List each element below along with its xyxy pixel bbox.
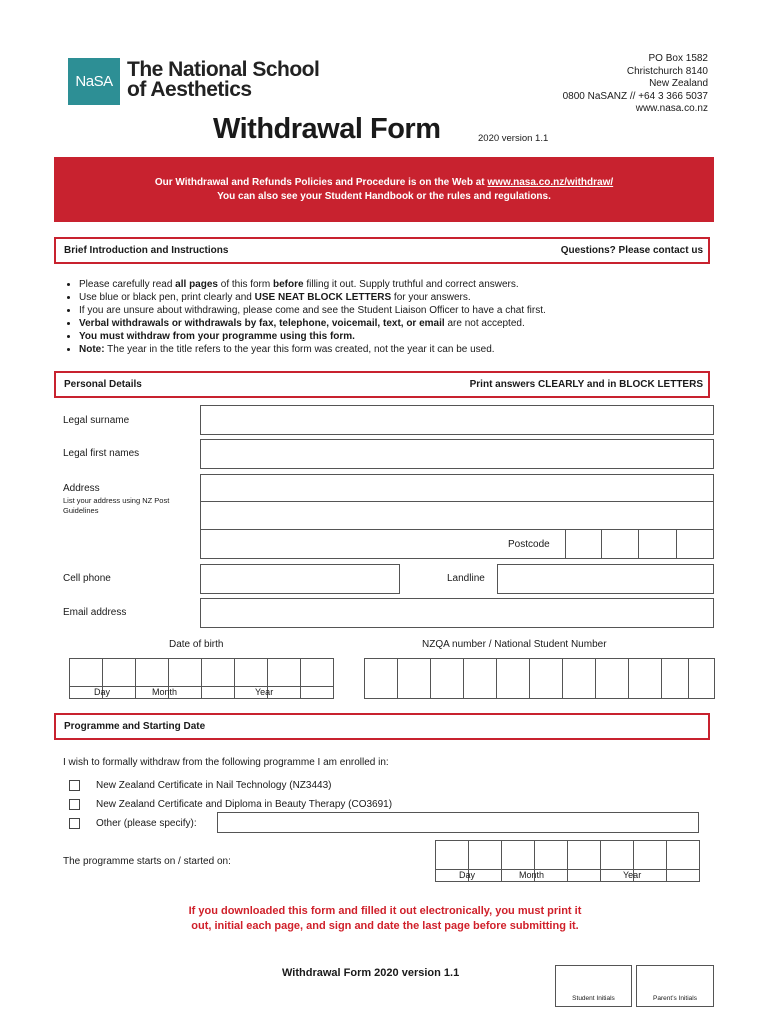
postcode-cell[interactable]	[638, 529, 677, 559]
list-item: • If you are unsure about withdrawing, please come and see the Student Liaison Officer to have a chat first.	[79, 304, 739, 317]
beauty-therapy-checkbox[interactable]	[69, 799, 80, 810]
email-label: Email address	[63, 607, 127, 618]
landline-input[interactable]	[497, 564, 714, 594]
start-month-label: Month	[519, 870, 545, 880]
intro-section-header: Brief Introduction and Instructions Questions? Please contact us	[54, 237, 710, 264]
other-specify-input[interactable]	[217, 812, 699, 833]
cell-phone-input[interactable]	[200, 564, 400, 594]
programme-section-header: Programme and Starting Date	[54, 713, 710, 740]
nzqa-input[interactable]	[364, 658, 715, 699]
policy-banner: Our Withdrawal and Refunds Policies and Procedure is on the Web at www.nasa.co.nz/withdraw/ You can also see your Student Handbook or the rules and regulations.	[54, 157, 714, 222]
instructions-list	[60, 278, 739, 356]
start-day-label: Day	[459, 870, 476, 880]
list-item: • Note: The year in the title refers to the year this form was created, not the year it can be used.	[79, 343, 739, 356]
beauty-therapy-label: New Zealand Certificate and Diploma in Beauty Therapy (CO3691)	[96, 799, 393, 810]
postcode-cell[interactable]	[676, 529, 714, 559]
first-names-input[interactable]	[200, 439, 714, 469]
address-divider	[200, 501, 714, 502]
address-hint: List your address using NZ Post Guidelines	[63, 496, 170, 515]
list-item: • Please carefully read all pages of this form before filling it out. Supply truthful and correct answers.	[79, 278, 739, 291]
surname-label: Legal surname	[63, 415, 130, 426]
page-title: Withdrawal Form	[213, 113, 441, 145]
dob-month-label: Month	[152, 687, 178, 697]
school-name: The National School of Aesthetics	[127, 58, 320, 101]
footer-title: Withdrawal Form 2020 version 1.1	[282, 967, 460, 979]
list-item: • Verbal withdrawals or withdrawals by fax, telephone, voicemail, text, or email are not accepted.	[79, 317, 739, 330]
version-label: 2020 version 1.1	[478, 133, 549, 144]
contact-address: PO Box 1582 Christchurch 8140 New Zealand 0800 NaSANZ // +64 3 366 5037 www.nasa.co.nz	[562, 53, 708, 115]
print-notice: If you downloaded this form and filled it out electronically, you must print it out, initial each page, and sign and date the last page before submitting it.	[188, 905, 582, 932]
start-date-label: The programme starts on / started on:	[63, 856, 231, 867]
nasa-logo: NaSA	[68, 58, 120, 105]
dob-year-label: Year	[255, 687, 274, 697]
email-input[interactable]	[200, 598, 714, 628]
cell-phone-label: Cell phone	[63, 573, 111, 584]
dob-day-label: Day	[94, 687, 111, 697]
address-label: Address	[63, 483, 100, 494]
nail-technology-label: New Zealand Certificate in Nail Technology (NZ3443)	[96, 780, 332, 791]
programme-intro: I wish to formally withdraw from the following programme I am enrolled in:	[63, 757, 389, 768]
postcode-cell[interactable]	[601, 529, 639, 559]
other-label: Other (please specify):	[96, 818, 197, 829]
personal-section-header: Personal Details Print answers CLEARLY and in BLOCK LETTERS	[54, 371, 710, 398]
withdraw-link[interactable]: www.nasa.co.nz/withdraw/	[487, 176, 614, 188]
surname-input[interactable]	[200, 405, 714, 435]
nzqa-label: NZQA number / National Student Number	[422, 639, 607, 650]
student-initials-box[interactable]: Student Initials	[555, 965, 632, 1007]
landline-label: Landline	[447, 573, 485, 584]
list-item: • Use blue or black pen, print clearly and USE NEAT BLOCK LETTERS for your answers.	[79, 291, 739, 304]
first-names-label: Legal first names	[63, 448, 140, 459]
nail-technology-checkbox[interactable]	[69, 780, 80, 791]
postcode-label: Postcode	[508, 539, 550, 550]
list-item: • You must withdraw from your programme using this form.	[79, 330, 739, 343]
postcode-cell[interactable]	[565, 529, 602, 559]
parent-initials-box[interactable]: Parent’s Initials	[636, 965, 714, 1007]
dob-label: Date of birth	[169, 639, 224, 650]
other-checkbox[interactable]	[69, 818, 80, 829]
start-year-label: Year	[623, 870, 642, 880]
